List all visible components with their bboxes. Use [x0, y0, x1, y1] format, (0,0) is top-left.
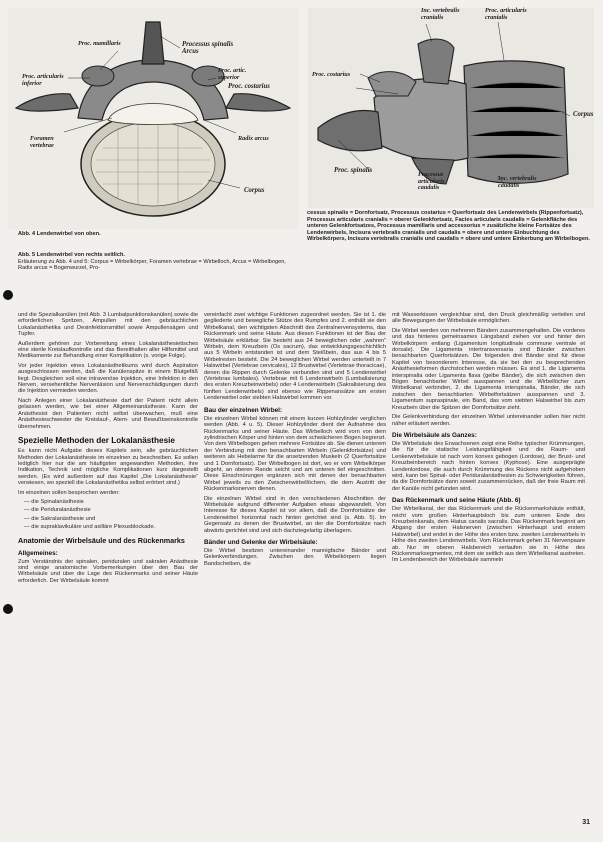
text-column-2 — [204, 312, 386, 827]
paragraph: Die Gelenkverbindung der einzelnen Wirbel untereinander sollen hier nicht näher erläutert werden. — [392, 414, 585, 427]
subsection-heading: Die Wirbelsäule als Ganzes: — [392, 431, 477, 439]
list-item: — die Periduralanästhesie — [24, 507, 198, 513]
label-inc-vertebralis-cranialis: Inc. vertebralis cranialis — [421, 7, 460, 21]
paragraph: Nach Anlegen einer Lokalanästhesie darf der Patient nicht allein gelassen werden, wie bei einer Allgemeinanästhesie. Kann der Anästhesist den Patienten nicht selbst überwachen, muß eine Anästhesieschwester die Kreislauf-, Atem- und Bewußtseinskontrolle übernehmen. — [18, 397, 198, 430]
paragraph: Vor jeder Injektion eines Lokalanästhetikums wird durch Aspiration ausgeschlossen werden, daß die Kanülenspitze in einem Blutgefäß liegt. Desgleichen soll eine intravenöse Injektion, eine Infektion in den Nerven, versehentliche Nervenläsion und Nervenschädigungen durch die Injektion vermieden werden. — [18, 362, 198, 395]
label-proc-art-superior: Proc. artic. superior — [218, 67, 247, 81]
label-proc-articularis-inferior: Proc. articularis inferior — [22, 73, 64, 87]
page-number: 31 — [582, 819, 590, 826]
subsection-heading: Bau der einzelnen Wirbel: — [204, 406, 283, 414]
subsection-heading: Allgemeines: — [18, 549, 58, 557]
label-corpus-side: Corpus — [573, 111, 594, 118]
vertebra-side-view — [308, 8, 594, 208]
method-list — [18, 499, 198, 531]
text-column-3 — [392, 312, 585, 827]
text-column-1 — [18, 312, 198, 822]
paragraph: Die einzelnen Wirbel können mit einem kurzen Hohlzylinder verglichen werden (Abb. 4 u. 5). Dieser Hohlzylinder dient der Aufnahme des Rückenmarks und seiner Häute. Das Wirbelloch wird vorn von dem zylindrischen Körper und hinten von dem schwächeren Bogen begrenzt. Von dem Wirbelbogen gehen mehrere Fortsätze ab. Sie dienen unterem der Verbindung mit den benachbarten Wirbeln (Gelenkfortsätze) und weiteren als Hebelarme für die ansetzenden Muskeln (2 Querfortsätze und 1 Dornfortsatz). Der Wirbelbogen ist dort, wo er vom Wirbelkörper abgeht, an oberen Rande seicht und am unteren tief eingeschnitten. Diese Einschnürungen ergänzen sich mit denen der benachbarten Wirbel jeweils zu den Zwischenwirbellöchern, die dem Austritt der Rückenmarksnerven dienen. — [204, 415, 386, 493]
subsection-heading: Bänder und Gelenke der Wirbelsäule: — [204, 539, 318, 546]
label-proc-articularis-caudalis: Processus articularis caudalis — [418, 171, 445, 192]
punch-hole — [3, 604, 13, 614]
paragraph: Zum Verständnis der spinalen, periduralen und sakralen Anästhesie sind einige anatomische Vorbemerkungen über den Bau der Wirbelsäule und über die Lage des Rückenmarks und seiner Häute erforderlich. Der Wirbelsäule kommt — [18, 558, 198, 584]
figure-legend-continued: cessus spinalis = Dornfortsatz, Processus costarius = Querfortsatz des Lendenwirbels (Rippenfortsatz), Processus articularis cranialis = oberer Gelenkfortsatz, Facies articularis caudalis = Gelenkfläche des unteren Gelenkfortsatzes, Processus mamillaris und accessorius = zusätzliche kleine Fortsätze des Lendenwirbels, Incisura vertebralis cranialis und caudalis = obere und untere Einbuchtung des Wirbelkörpers, Incisura vertebralis cranialis und caudalis = obere und untere Einkerbung am Wirbelbogen. — [307, 210, 590, 243]
figure-area — [8, 8, 598, 230]
paragraph: mit Wasserkissen vergleichbar sind, den Druck gleichmäßig verteilen und alle Bewegungen der Wirbelsäule ermöglichen. — [392, 312, 585, 325]
punch-hole — [3, 290, 13, 300]
label-radix-arcus: Radix arcus — [238, 135, 269, 142]
paragraph: Die Wirbelsäule des Erwachsenen zeigt eine Reihe typischer Krümmungen, die für die statische Leistungsfähigkeit und die Raum- und Lenkerwirbelsäule ist nach vorn konvex gebogen (Lordose), der Brust- und Kreuzbeinbereich nach hinten konvex (Kyphose). Eine ausgeprägte Lendenlordose, die auch durch Krümmung des Rückens nicht aufgehoben wird, kann bei Spinal- oder Periduralanästhesien zu Schwierigkeiten führen, da die Dornfortsätze dann soweit zusammenrücken, daß der freie Raum mit der Kanüle nicht gefunden wird. — [392, 440, 585, 492]
paragraph: Es kann nicht Aufgabe dieses Kapitels sein, alle gebräuchlichen Methoden der Lokalanästhesie im einzelnen zu beschreiben. Es sollen lediglich hier nur die am häufigsten angewandten Methoden, ihre Indikation, Technik und mögliche Komplikationen kurz dargestellt werden. (Es wird außerdem auf das Kapitel „Die Lokalanästhesie“ verwiesen, wo speziell die Lokalanästhetika selbst erörtert sind.) — [18, 448, 198, 487]
figure-5-caption: Abb. 5 Lendenwirbel von rechts seitlich. Erläuterung zu Abb. 4 und 5: Corpus = Wirbelkörper, Foramen vertebrae = Wirbelloch, Arcus = Wirbelbogen, Radix arcus = Bogenwurzel, Pro- — [18, 252, 286, 272]
label-inc-vertebralis-caudalis: Inc. vertebralis caudalis — [498, 175, 537, 189]
label-processus-spinalis: Processus spinalis Arcus — [182, 41, 234, 55]
label-proc-mamillaris: Proc. mamillaris — [78, 40, 121, 47]
label-proc-spinalis-side: Proc. spinalis — [334, 167, 373, 174]
list-item: — die Spinalanästhesie — [24, 499, 198, 505]
vertebra-top-view — [8, 8, 298, 230]
paragraph: und die Spezialkanülen (mit Abb. 3 Lumbalpunktionskanülen) sowie die erforderlichen Spritzen, Ampullen mit den gebräuchlichen Lokalanästhetika und Desinfektionsmittel sowie Ampullensägen und Tupfer. — [18, 312, 198, 338]
paragraph: Die einzelnen Wirbel sind in den verschiedenen Abschnitten der Wirbelsäule aufgrund differenter Aufgaben etwas abgewandelt. Von Interesse für dieses Kapitel ist vor allem, daß die Dornfortsätze der Lendenwirbel horizontal nach hinten gerichtet sind (s. Abb. 5). Im Gegensatz zu denen der Brustwirbel, an der die Dornfortsätze nach abwärts gerichtet sind und sich dachziegelartig überlagern. — [204, 495, 386, 534]
label-proc-articularis-cranialis: Proc. articularis cranialis — [485, 7, 527, 21]
list-item: — die supraklavikuläre und axilläre Plexusblockade. — [24, 524, 198, 530]
section-heading: Anatomie der Wirbelsäule und des Rückenmarks — [18, 535, 185, 545]
list-item: — die Sakralanästhesie und — [24, 516, 198, 522]
subsection-heading: Das Rückenmark und seine Häute (Abb. 6) — [392, 497, 521, 505]
paragraph: vereinfacht zwei wichtige Funktionen zugeordnet werden. Sie ist 1. die gegliederte und bewegliche Stütze des Rumpfes und 2. enthält sie den Wirbelkanal, den wichtigsten Abschnitt des Zentralnervensystems, das Rückenmark und seine Häute. Aus diesen Funktionen ist der Bau der Wirbelsäule erklärbar. Sie besteht aus 24 beweglichen oder „wahren“ Wirbeln, dem Kreuzbein (Os sacrum), das entwicklungsgeschichtlich aus 5 Wirbeln entstanden ist und dem Steißbein, das aus 4 bis 5 Wirbelresten besteht. Die 24 beweglichen Wirbel werden unterteilt in 7 Halswirbel (Vertebrae cervicales), 12 Brustwirbel (Vertebrae thoracicae), denen die Rippen durch Gelenke verbunden sind und 5 Lendenwirbel (Vertebrae lumbales). Vertebrae mit 6 Lendenwirbeln (Lumbalisierung des ersten Kreuzbeinwirbels) oder 4 Lendenwirbeln (Sakralisierung des fünften Lendenwirbels) sind ebenso wie Rippenansätze am ersten Lendenwirbel oder siebten Halswirbel kommen vor. — [204, 312, 386, 402]
label-proc-costarius-side: Proc. costarius — [312, 71, 351, 78]
paragraph: Die Wirbel werden von mehreren Bändern zusammengehalten. Die vorderes und das hinteres gemeinsames Längsband ziehen vor und hinter den Wirbelkörpern entlang (Ligamentum longitudinale commune ventrale et dorsale). Die Ligamenta intertransversaria sind Bänder zwischen benachbarten Querfortsätzen. Die folgenden drei Bänder sind für diese Kapitel von besonderem Interesse, da sie bei den zu besprechenden Anästhesieformen durchstochen werden müssen. Es sind 1. die Ligamenta interspinalia oder Ligamenta flava (gelbe Bänder), die sich zwischen den Bögen benachbarter Wirbel ausspannen und die Wirbellöcher zum Wirbelkanal verbinden, 2. die Ligamenta interspinalia, Bänder, die sich zwischen den benachbarten Wirbelfortsätzen ausspannen und 3. Ligamentum supraspinale, ein Band, das vom siebten Halswirbel bis zum Kreuzbein über die Spitzen der Dornfortsätze zieht. — [392, 327, 585, 411]
label-proc-costarius: Proc. costarius — [228, 83, 270, 90]
figure-4-caption: Abb. 4 Lendenwirbel von oben. — [18, 231, 101, 237]
label-corpus: Corpus — [244, 187, 265, 194]
paragraph: Im einzelnen sollen besprochen werden: — [18, 489, 120, 496]
section-heading: Spezielle Methoden der Lokalanästhesie — [18, 435, 175, 445]
paragraph: Außerdem gehören zur Vorbereitung eines Lokalanästhesietisches eine sterile Kreislaufkontrolle und das Bereithalten aller Hilfsmittel und Medikamente zur Behandlung einer Komplikation (s. vorige Folge). — [18, 340, 198, 360]
paragraph: Die Wirbel besitzen untereinander mannigfache Bänder und Gelenkverbindungen. Zwischen den Wirbelkörpern liegen Bandscheiben, die — [204, 548, 386, 567]
label-foramen-vertebrae: Foramen vertebrae — [30, 135, 54, 149]
paragraph: Der Wirbelkanal, der das Rückenmark und die Rückenmarkshäute enthält, reicht vom großen Hinterhauptsloch bis zum unteren Ende des Kreuzbeinkanals, dem Hiatus canalis sacralis. Das Rückenmark beginnt am Abgang der ersten Halsnerven (zwischen Hinterhaupt und erstem Halswirbel) und endet in der Höhe des ersten bzw. zweiten Lendenwirbels in Höhe des zweiten Lendenwirbels. Vom Rückenmark gehen 31 Nervenpaare ab. Nur im oberen Halsbereich verlaufen sie in Höhe des Rückenmarksegmentes, mit dem sie seitlich aus dem Wirbelkanal austreten. Im Lendenbereich der Wirbelsäule sammeln — [392, 506, 585, 564]
